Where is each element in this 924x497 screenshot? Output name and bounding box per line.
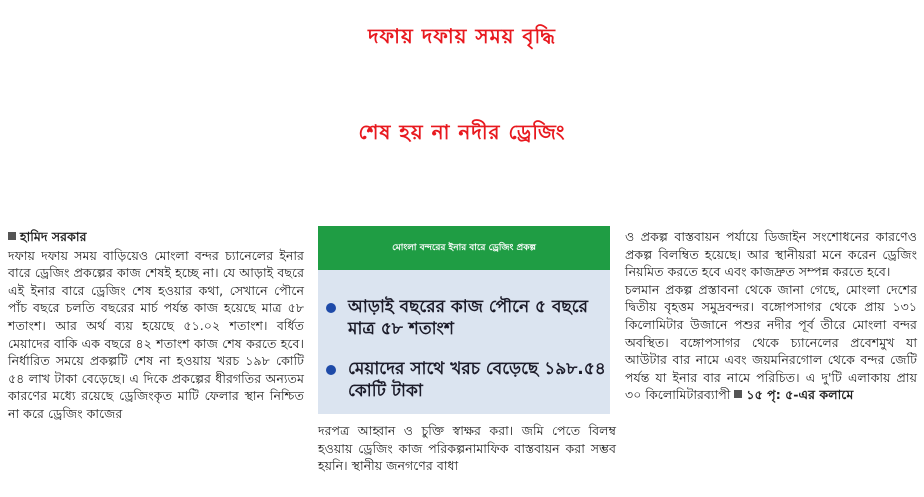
bullet-dot-icon: [326, 303, 336, 313]
article-column-1: [8, 228, 304, 423]
byline-square-icon: [8, 232, 16, 240]
headline-line-2: শেষ হয় না নদীর ড্রেজিং: [358, 120, 566, 144]
continued-square-icon: [734, 390, 742, 398]
article-column-2: [318, 422, 616, 475]
highlight-item: [326, 358, 606, 402]
highlight-item-text: আড়াই বছরের কাজ পৌনে ৫ বছরে মাত্র ৫৮ শতাংশ: [348, 297, 588, 339]
column-1-text: দফায় দফায় সময় বাড়িয়েও মোংলা বন্দর চ্যানেলের ইনার বারে ড্রেজিং প্রকল্পের কাজ শেষই হচ্ছে না। যে আড়াই বছরে এই ইনার বারে ড্রেজিং শেষ হওয়ার কথা, সেখানে পৌনে পাঁচ বছরে চলতি বছরের মার্চ পর্যন্ত কাজ হয়েছে মাত্র ৫৮ শতাংশ। আর অর্থ ব্যয় হয়েছে ৫১.০২ শতাংশ। বর্ধিত মেয়াদের বাকি এক বছরে ৪২ শতাংশ কাজ শেষ করতে হবে। নির্ধারিত সময়ে প্রকল্পটি শেষ না হওয়ায় খরচ ১৯৮ কোটি ৫৪ লাখ টাকা বেড়েছে। এ দিকে প্রকল্পের ধীরগতির অন্যতম কারণের মধ্যে রয়েছে ড্রেজিংকৃত মাটি ফেলার স্থান নিশ্চিত না করে ড্রেজিং কাজের: [8, 247, 304, 421]
column-3-paragraph-2: [625, 281, 917, 404]
bullet-dot-icon: [326, 365, 336, 375]
byline: [8, 228, 304, 246]
column-3-paragraph-2-text: চলমান প্রকল্প প্রস্তাবনা থেকে জানা গেছে, মোংলা দেশের দ্বিতীয় বৃহত্তম সমুদ্রবন্দর। বঙ্গোপসাগর থেকে প্রায় ১৩১ কিলোমিটার উজানে পশুর নদীর পূর্ব তীরে মোংলা বন্দর অবস্থিত। বঙ্গোপসাগর থেকে চ্যানেলের প্রবেশমুখ যা আউটার বার নামে এবং জয়মনিরগোল থেকে বন্দর জেটি পর্যন্ত যা ইনার বার নামে পরিচিত। এ দু'টি এলাকায় প্রায় ৩০ কিলোমিটারব্যাপী: [625, 281, 917, 403]
column-3-paragraph-1: ও প্রকল্প বাস্তবায়ন পর্যায়ে ডিজাইন সংশোধনের কারণেও প্রকল্প বিলম্বিত হয়েছে। আর স্থানীয়রা মনে করেন ড্রেজিং নিয়মিত করতে হবে এবং কাজদ্রুত সম্পন্ন করতে হবে।: [625, 229, 917, 280]
article-column-3: [625, 228, 917, 404]
column-2-text: দরপত্র আহ্বান ও চুক্তি স্বাক্ষর করা। জমি পেতে বিলম্ব হওয়ায় ড্রেজিং কাজ পরিকল্পনামাফিক বাস্তবায়ন করা সম্ভব হয়নি। স্থানীয় জনগণের বাধা: [318, 423, 616, 474]
highlight-item-text: মেয়াদের সাথে খরচ বেড়েছে ১৯৮.৫৪ কোটি টাকা: [348, 359, 606, 401]
highlight-box-title: মোংলা বন্দরের ইনার বারে ড্রেজিং প্রকল্প: [318, 226, 610, 270]
continued-note: ১৫ পৃ: ৫-এর কলামে: [746, 387, 854, 403]
byline-author: হামিদ সরকার: [20, 229, 87, 244]
headline-line-1: দফায় দফায় সময় বৃদ্ধি: [368, 24, 556, 48]
highlight-item: [326, 296, 606, 340]
highlight-box: [318, 226, 610, 414]
